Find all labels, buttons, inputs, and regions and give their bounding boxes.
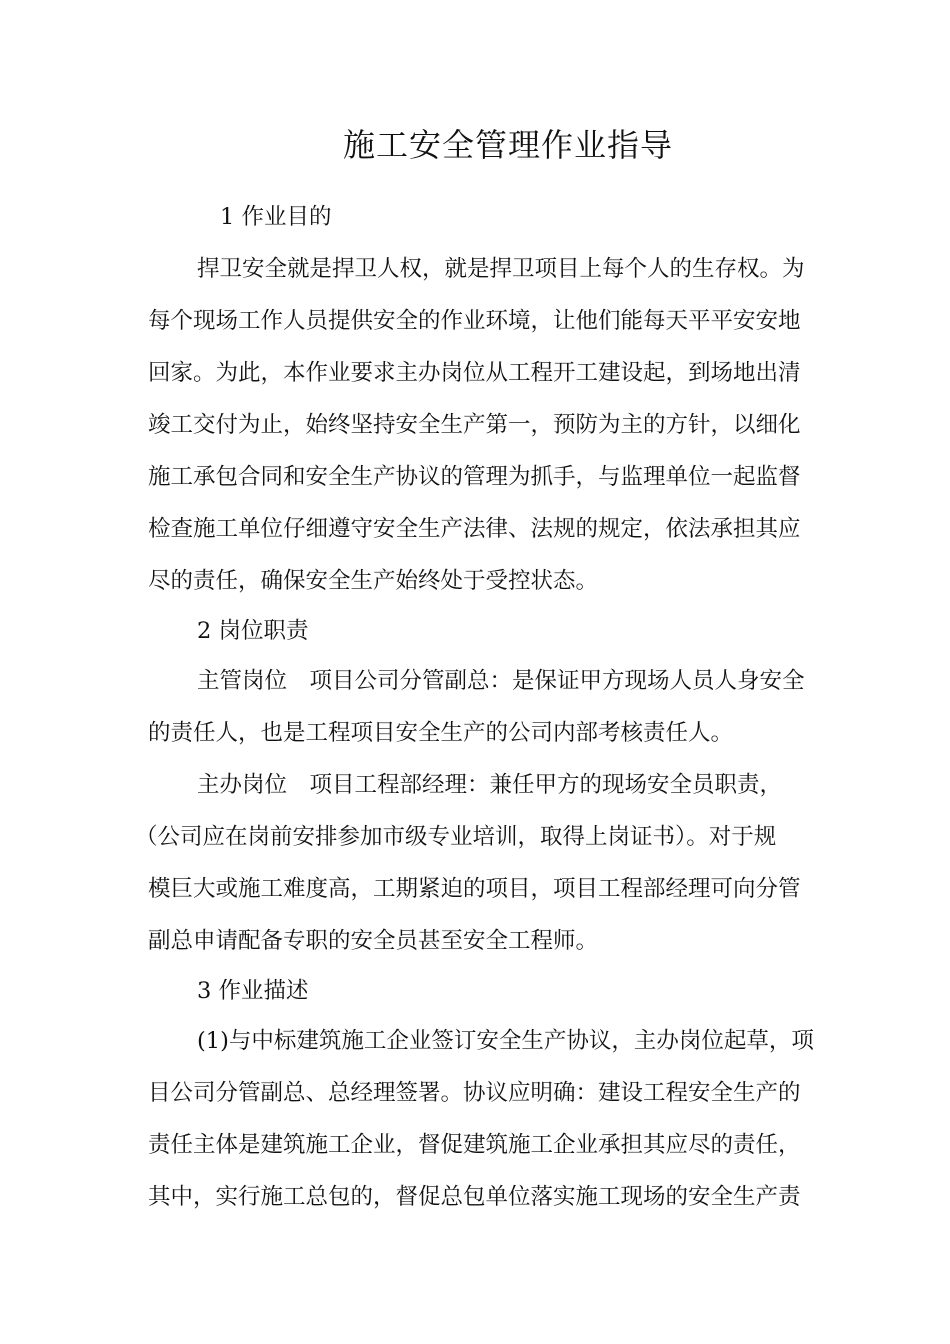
paragraph-line: 目公司分管副总、总经理签署。协议应明确：建设工程安全生产的	[148, 1080, 801, 1106]
paragraph-line: 主办岗位 项目工程部经理：兼任甲方的现场安全员职责，	[197, 772, 783, 798]
paragraph-line: 竣工交付为止，始终坚持安全生产第一，预防为主的方针，以细化	[148, 412, 801, 438]
paragraph-line: 尽的责任，确保安全生产始终处于受控状态。	[148, 568, 599, 594]
section-heading-1: 1 作业目的	[220, 204, 332, 230]
paragraph-line: 主管岗位 项目公司分管副总：是保证甲方现场人员人身安全	[197, 668, 805, 694]
paragraph-line: 回家。为此，本作业要求主办岗位从工程开工建设起，到场地出清	[148, 360, 801, 386]
paragraph-line: 检查施工单位仔细遵守安全生产法律、法规的规定，依法承担其应	[148, 516, 801, 542]
document-title: 施工安全管理作业指导	[342, 126, 673, 164]
paragraph-line: 施工承包合同和安全生产协议的管理为抓手，与监理单位一起监督	[148, 464, 801, 490]
paragraph-line: 副总申请配备专职的安全员甚至安全工程师。	[148, 928, 599, 954]
paragraph-line: 责任主体是建筑施工企业，督促建筑施工企业承担其应尽的责任，	[148, 1132, 801, 1158]
section-heading-3: 3 作业描述	[197, 978, 309, 1004]
paragraph-line: 其中，实行施工总包的，督促总包单位落实施工现场的安全生产责	[148, 1184, 801, 1210]
paragraph-line: (1)与中标建筑施工企业签订安全生产协议，主办岗位起草，项	[197, 1028, 814, 1054]
section-heading-2: 2 岗位职责	[197, 618, 309, 644]
paragraph-line: 每个现场工作人员提供安全的作业环境，让他们能每天平平安安地	[148, 308, 801, 334]
paragraph-line: 捍卫安全就是捍卫人权，就是捍卫项目上每个人的生存权。为	[197, 256, 805, 282]
paragraph-line: 模巨大或施工难度高，工期紧迫的项目，项目工程部经理可向分管	[148, 876, 801, 902]
paragraph-line: （公司应在岗前安排参加市级专业培训，取得上岗证书）。对于规	[135, 824, 777, 850]
paragraph-line: 的责任人，也是工程项目安全生产的公司内部考核责任人。	[148, 720, 734, 746]
